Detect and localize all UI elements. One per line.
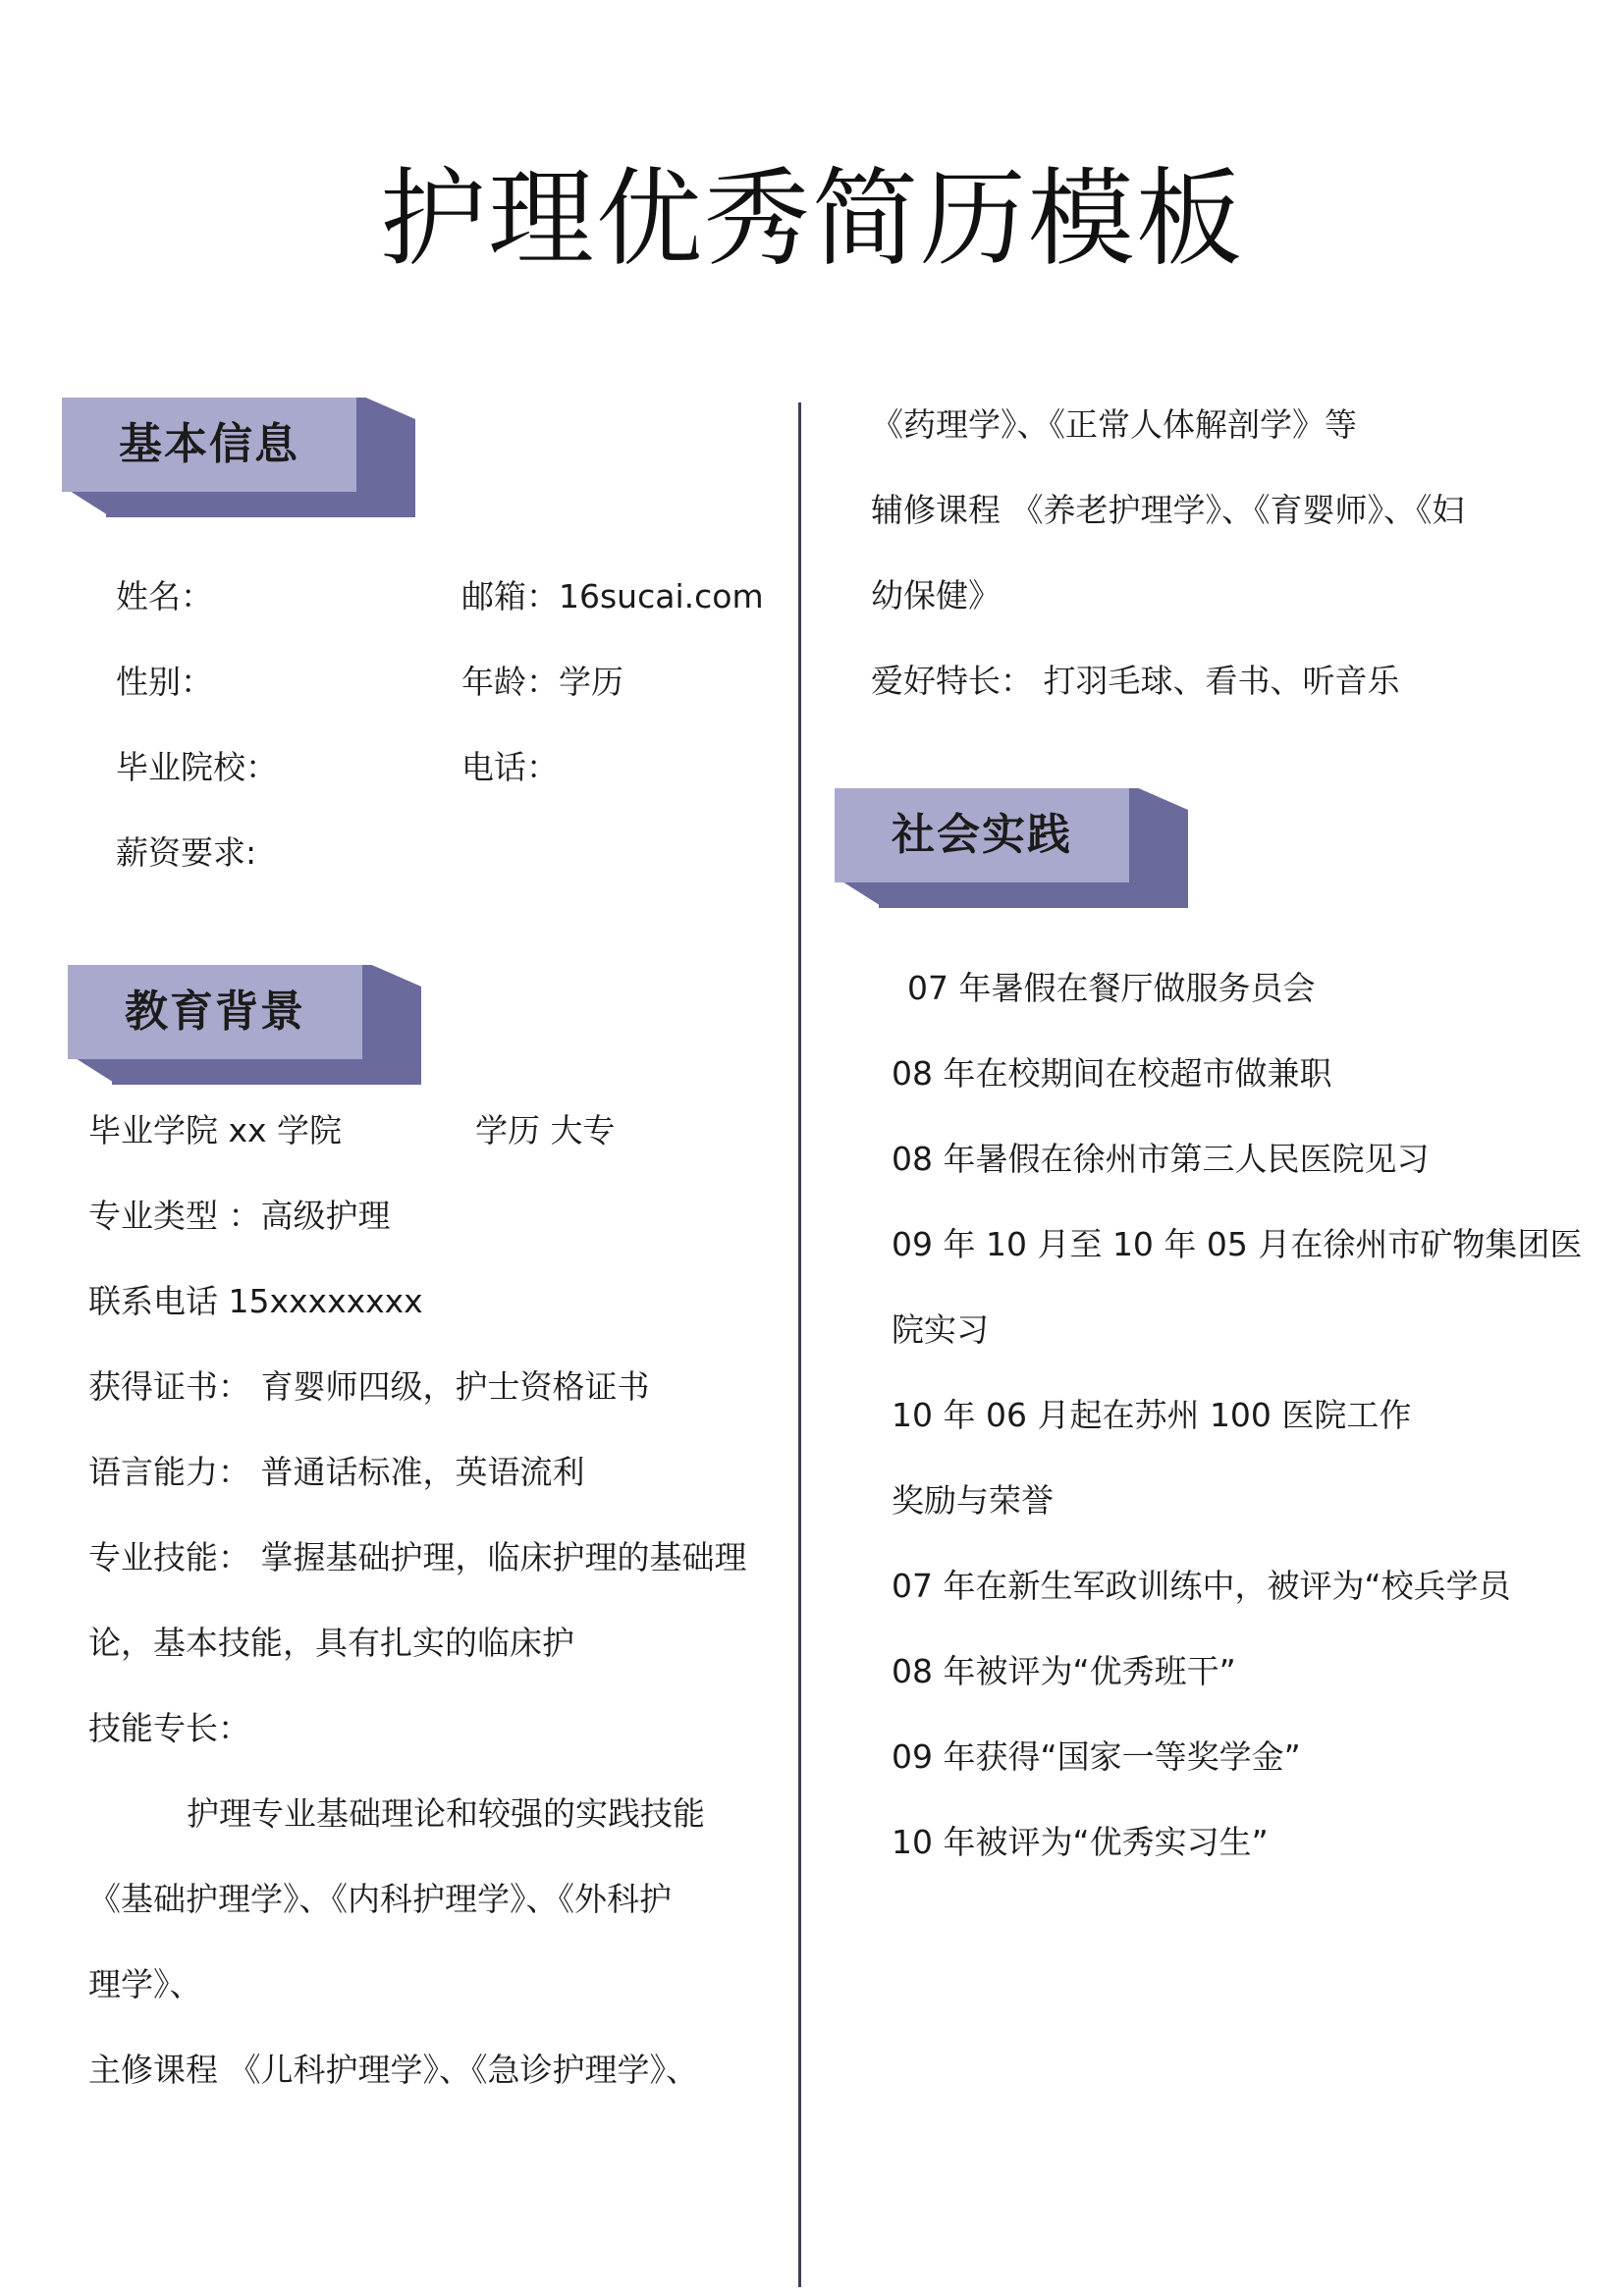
phone-label: 电话： [461,748,559,786]
practice-item: 奖励与荣誉 [892,1481,1054,1520]
courses-4: 《药理学》、《正常人体解剖学》等 [871,405,1357,444]
edu-skills-1: 专业技能： 掌握基础护理，临床护理的基础理 [88,1538,747,1576]
practice-item: 07 年在新生军政训练中，被评为“校兵学员 [892,1567,1511,1605]
practice-item: 10 年 06 月起在苏州 100 医院工作 [892,1396,1412,1434]
age-value: 年龄：学历 [461,663,623,701]
edu-courses-1: 《基础护理学》、《内科护理学》、《外科护 [88,1880,672,1918]
practice-item: 07 年暑假在餐厅做服务员会 [907,969,1316,1007]
page-title: 护理优秀简历模板 [379,158,1244,281]
minor-courses-1: 辅修课程 《养老护理学》、《育婴师》、《妇 [871,491,1465,529]
column-divider [798,402,801,2287]
practice-item: 08 年在校期间在校超市做兼职 [892,1054,1332,1093]
section-heading: 社会实践 [892,810,1072,860]
edu-expertise-label: 技能专长： [88,1709,250,1747]
practice-item: 08 年被评为“优秀班干” [892,1652,1236,1690]
edu-certs: 获得证书： 育婴师四级，护士资格证书 [88,1367,650,1406]
edu-courses-3: 主修课程 《儿科护理学》、《急诊护理学》、 [88,2051,698,2089]
minor-courses-2: 幼保健》 [871,576,1001,614]
practice-item: 院实习 [892,1310,989,1349]
gender-label: 性别： [116,663,213,701]
section-header-education [68,965,421,1085]
email-value: 邮箱：16sucai.com [461,577,764,615]
school-label: 毕业院校： [116,748,278,786]
practice-item: 08 年暑假在徐州市第三人民医院见习 [892,1140,1430,1178]
practice-item: 10 年被评为“优秀实习生” [892,1823,1269,1861]
edu-expertise-1: 护理专业基础理论和较强的实践技能 [187,1794,705,1833]
edu-language: 语言能力： 普通话标准，英语流利 [88,1453,585,1491]
salary-label: 薪资要求: [116,833,257,872]
practice-item: 09 年获得“国家一等奖学金” [892,1737,1301,1776]
edu-major: 专业类型 ：高级护理 [88,1197,391,1235]
hobbies: 爱好特长： 打羽毛球、看书、听音乐 [871,662,1400,700]
edu-school: 毕业学院 xx 学院 [88,1111,343,1149]
practice-item: 09 年 10 月至 10 年 05 月在徐州市矿物集团医 [892,1225,1583,1263]
edu-degree: 学历 大专 [475,1111,616,1149]
section-heading: 教育背景 [125,987,305,1037]
section-header-basic-info [62,398,415,517]
edu-contact: 联系电话 15xxxxxxxx [88,1282,423,1320]
edu-skills-2: 论，基本技能，具有扎实的临床护 [88,1624,574,1662]
section-heading: 基本信息 [119,419,299,469]
section-header-practice [835,788,1188,908]
name-label: 姓名： [116,577,213,615]
edu-courses-2: 理学》、 [88,1965,202,2003]
